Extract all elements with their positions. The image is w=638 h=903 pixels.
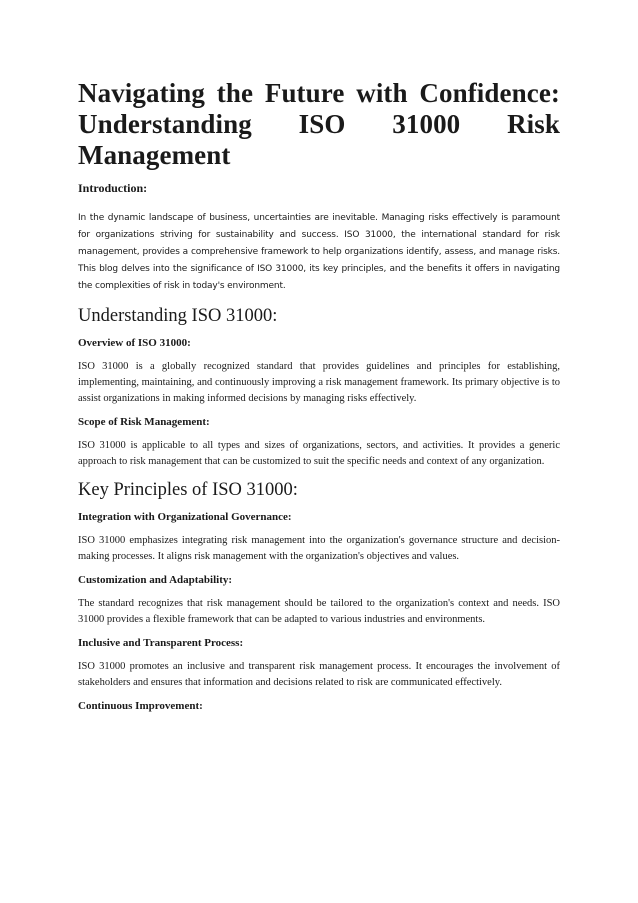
subheading-continuous-improvement: Continuous Improvement: <box>78 700 203 712</box>
section-heading-key-principles: Key Principles of ISO 31000: <box>78 480 298 500</box>
intro-paragraph: In the dynamic landscape of business, uncertainties are inevitable. Managing risks effectively is paramount for organizations striving for sustainability and success. ISO 31000, the international standard for risk management, provides a comprehensive framework to help organizations identify, assess, and manage risks. This blog delves into the significance of ISO 31000, its key principles, and the benefits it offers in navigating the complexities of risk in today's environment. <box>78 213 560 291</box>
section-heading-understanding: Understanding ISO 31000: <box>78 306 278 326</box>
subheading-scope: Scope of Risk Management: <box>78 416 210 428</box>
paragraph-customization: The standard recognizes that risk management should be tailored to the organization's context and needs. ISO 31000 provides a flexible framework that can be adapted to various industries and environments. <box>78 598 560 625</box>
subheading-overview: Overview of ISO 31000: <box>78 337 191 349</box>
subheading-integration: Integration with Organizational Governance: <box>78 511 292 523</box>
subheading-customization: Customization and Adaptability: <box>78 574 233 586</box>
page-title: Navigating the Future with Confidence: Understanding ISO 31000 Risk Management <box>78 78 560 170</box>
paragraph-overview: ISO 31000 is a globally recognized standard that provides guidelines and principles for establishing, implementing, maintaining, and continuously improving a risk management framework. Its primary objective is to assist organizations in making informed decisions by managing risks effectively. <box>78 361 560 404</box>
intro-heading: Introduction: <box>78 181 148 195</box>
paragraph-integration: ISO 31000 emphasizes integrating risk management into the organization's governance structure and decision-making processes. It aligns risk management with the organization's objectives and values. <box>78 535 560 562</box>
paragraph-scope: ISO 31000 is applicable to all types and sizes of organizations, sectors, and activities. It provides a generic approach to risk management that can be customized to suit the specific needs and context of any organization. <box>78 440 560 467</box>
document-page <box>78 78 560 722</box>
paragraph-inclusive: ISO 31000 promotes an inclusive and transparent risk management process. It encourages the involvement of stakeholders and ensures that information and decisions related to risk are communicated effectively. <box>78 661 560 688</box>
subheading-inclusive: Inclusive and Transparent Process: <box>78 637 244 649</box>
